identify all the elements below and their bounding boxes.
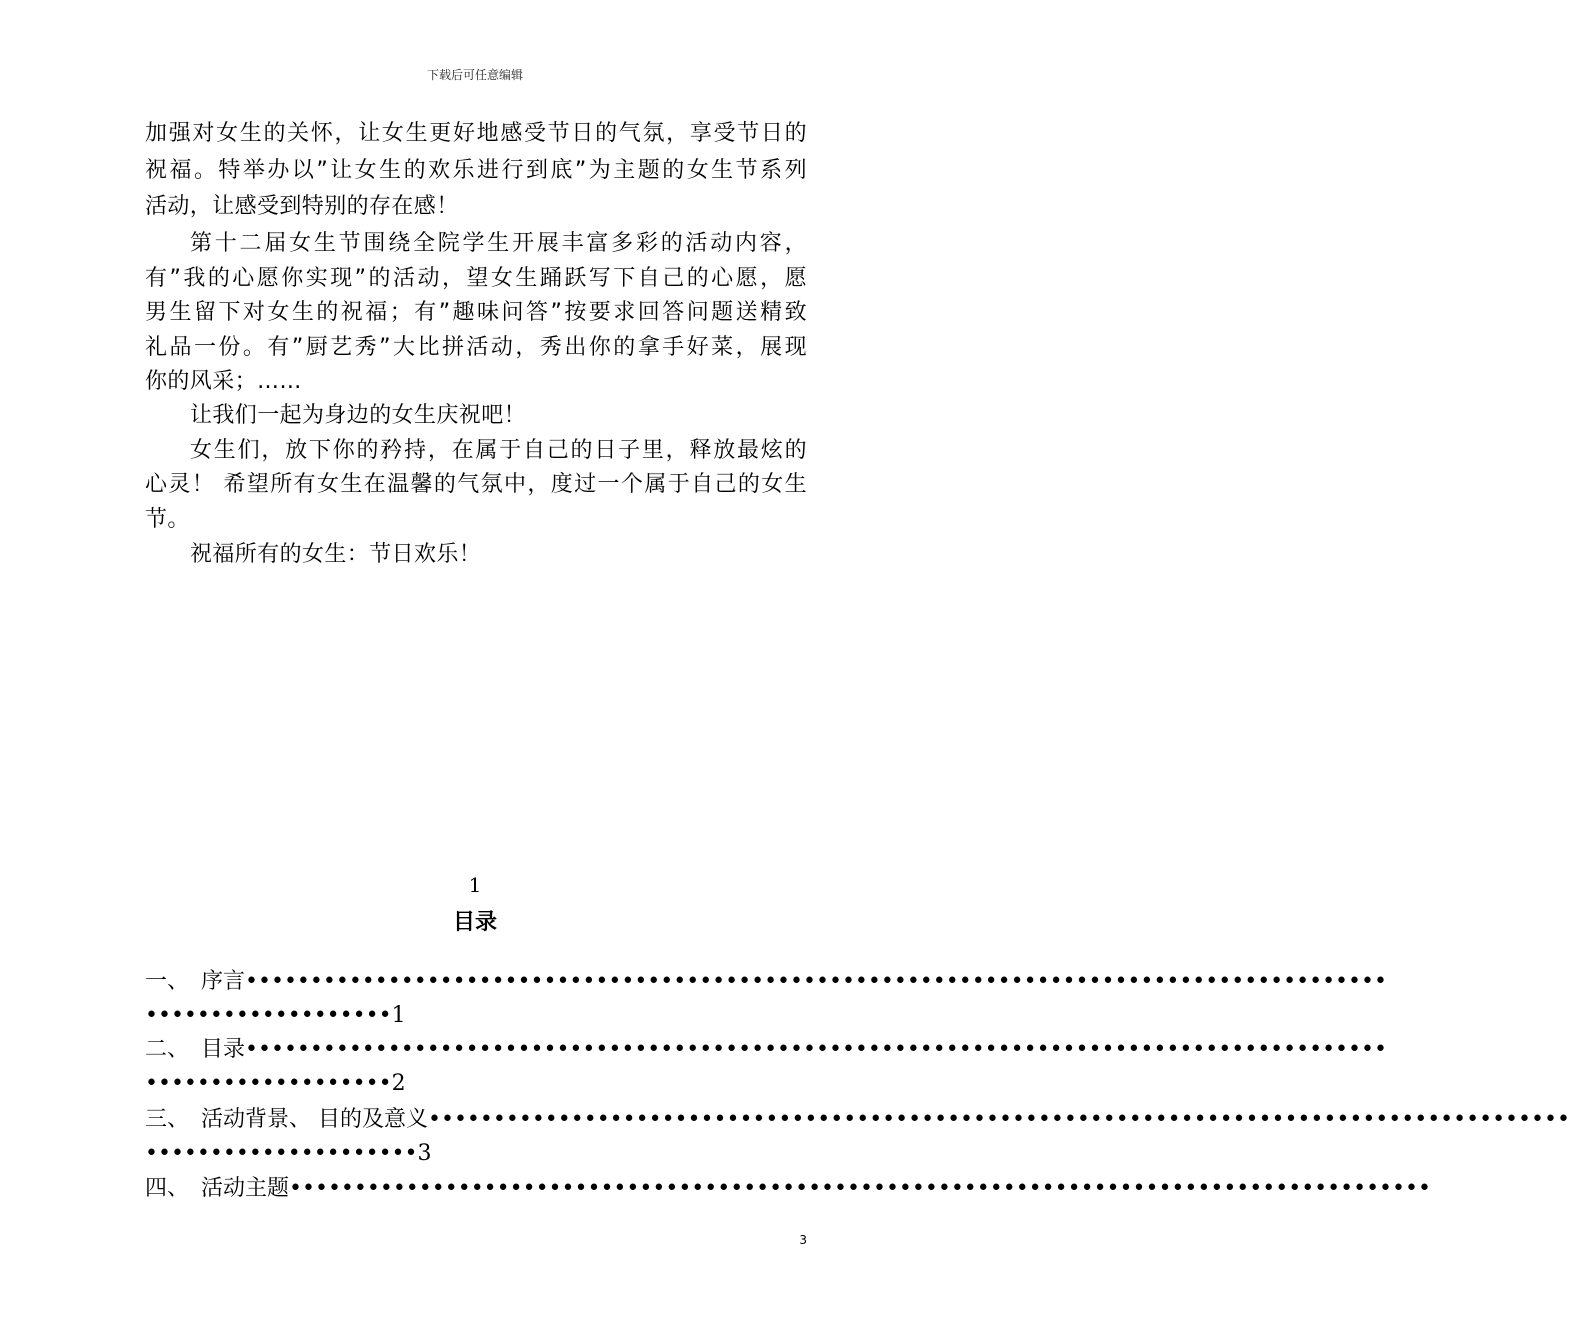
toc-entry-number: 四、 <box>145 1176 190 1201</box>
toc-entry-page: 3 <box>417 1141 432 1166</box>
page-number: 3 <box>799 1233 807 1247</box>
toc-entry[interactable] <box>145 1104 1570 1136</box>
body-line: 祝福所有的女生：节日欢乐！ <box>190 542 482 567</box>
toc-title: 目录 <box>452 910 497 935</box>
toc-entry[interactable] <box>145 966 1387 998</box>
toc-entry-continuation <box>145 1068 406 1100</box>
body-line: 节。 <box>145 507 190 532</box>
toc-leader-dots: ••••••••••••••••••• <box>145 1071 392 1096</box>
toc-entry-number: 三、 <box>145 1107 190 1132</box>
body-line: 第十二届女生节围绕全院学生开展丰富多彩的活动内容， <box>190 231 807 256</box>
toc-leader-dots: •••••••••••••••••••••••••••••••••••••••••••••••••••••••••••••••••••••••••••••••••••••••• <box>245 969 1387 994</box>
toc-leader-dots: •••••••••••••••••••••••••••••••••••••••••••••••••••••••••••••••••••••••••••••••••••••••• <box>245 1037 1387 1062</box>
toc-leader-dots: •••••••••••••••••••••••••••••••••••••••••••••••••••••••••••••••••••••••••••••••••••••••• <box>428 1107 1570 1132</box>
toc-entry-continuation <box>145 1138 432 1170</box>
toc-entry-label: 活动主题 <box>201 1176 290 1201</box>
toc-leader-dots: ••••••••••••••••••• <box>145 1003 392 1028</box>
body-line: 祝福。特举办以”让女生的欢乐进行到底”为主题的女生节系列 <box>145 158 807 183</box>
body-line: 男生留下对女生的祝福；有”趣味问答”按要求回答问题送精致 <box>145 300 807 325</box>
toc-entry-label: 目录 <box>201 1037 246 1062</box>
page-header: 下载后可任意编辑 <box>426 68 523 82</box>
toc-leader-dots: ••••••••••••••••••••• <box>145 1141 418 1166</box>
body-line: 心灵！ 希望所有女生在温馨的气氛中，度过一个属于自己的女生 <box>145 472 807 497</box>
toc-entry-page: 1 <box>391 1003 406 1028</box>
toc-entry-page: 2 <box>391 1071 406 1096</box>
body-line: 加强对女生的关怀，让女生更好地感受节日的气氛，享受节日的 <box>145 121 807 146</box>
body-line: 让我们一起为身边的女生庆祝吧！ <box>190 403 527 428</box>
toc-leader-dots: •••••••••••••••••••••••••••••••••••••••••••••••••••••••••••••••••••••••••••••••••••••••• <box>289 1176 1431 1201</box>
body-line: 活动，让感受到特别的存在感！ <box>145 194 459 219</box>
body-line: 有”我的心愿你实现”的活动，望女生踊跃写下自己的心愿，愿 <box>145 266 807 291</box>
toc-entry[interactable] <box>145 1034 1387 1066</box>
body-line: 礼品一份。有”厨艺秀”大比拼活动，秀出你的拿手好菜，展现 <box>145 335 807 360</box>
toc-entry-continuation <box>145 1000 406 1032</box>
toc-entry-label: 序言 <box>201 969 246 994</box>
body-line: 你的风采；…… <box>145 369 302 394</box>
toc-entry-number: 一、 <box>145 969 190 994</box>
toc-entry-label: 活动背景、 目的及意义 <box>201 1107 428 1132</box>
body-line: 女生们，放下你的矜持，在属于自己的日子里，释放最炫的 <box>190 438 807 463</box>
toc-entry[interactable] <box>145 1173 1431 1205</box>
toc-entry-number: 二、 <box>145 1037 190 1062</box>
section-page-number: 1 <box>468 873 482 897</box>
